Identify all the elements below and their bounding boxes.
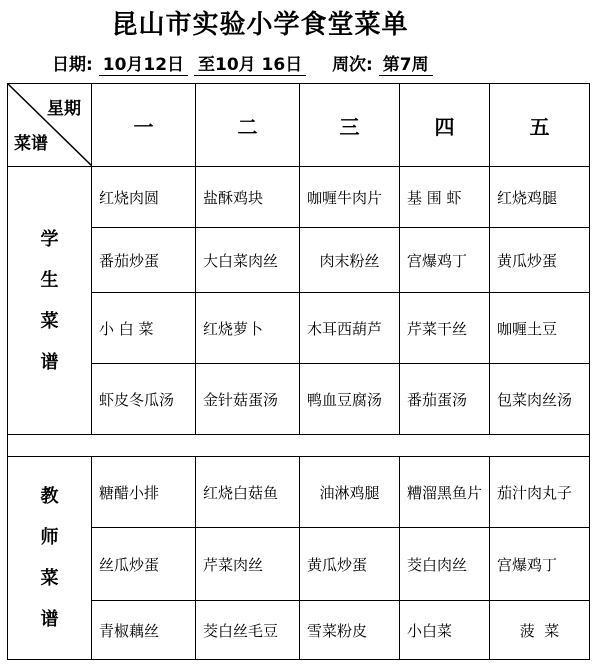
menu-table <box>7 83 590 660</box>
student-menu-label: 学 生 菜 谱 <box>8 167 92 435</box>
dish-cell: 红烧萝卜 <box>196 293 300 364</box>
week-label: 周次: <box>332 55 373 75</box>
corner-cell <box>8 84 92 167</box>
date-label: 日期: <box>52 55 93 75</box>
dish-cell: 小 白 菜 <box>92 293 196 364</box>
table-row <box>8 167 590 228</box>
dish-cell: 黄瓜炒蛋 <box>300 528 400 601</box>
dish-cell: 虾皮冬瓜汤 <box>92 364 196 435</box>
header-row <box>8 84 590 167</box>
table-row <box>8 528 590 601</box>
date-end: 至10月 16日 <box>194 50 306 76</box>
date-line <box>52 50 433 76</box>
dish-cell: 糟溜黑鱼片 <box>400 457 490 528</box>
dish-cell: 芹菜肉丝 <box>196 528 300 601</box>
dish-cell: 青椒藕丝 <box>92 601 196 660</box>
corner-weekday-label: 星期 <box>47 99 81 119</box>
dish-cell: 雪菜粉皮 <box>300 601 400 660</box>
day-header-4: 四 <box>400 84 490 167</box>
dish-cell: 木耳西葫芦 <box>300 293 400 364</box>
page-title: 昆山市实验小学食堂菜单 <box>111 10 409 40</box>
dish-cell: 咖喱土豆 <box>490 293 590 364</box>
week-number: 第7周 <box>379 50 433 76</box>
separator-cell <box>8 435 590 457</box>
dish-cell: 茭白肉丝 <box>400 528 490 601</box>
dish-cell: 宫爆鸡丁 <box>490 528 590 601</box>
day-header-5: 五 <box>490 84 590 167</box>
table-row <box>8 228 590 293</box>
dish-cell: 宫爆鸡丁 <box>400 228 490 293</box>
table-row <box>8 293 590 364</box>
separator-row <box>8 435 590 457</box>
dish-cell: 红烧白菇鱼 <box>196 457 300 528</box>
dish-cell: 芹菜干丝 <box>400 293 490 364</box>
dish-cell: 丝瓜炒蛋 <box>92 528 196 601</box>
dish-cell: 小白菜 <box>400 601 490 660</box>
table-row <box>8 601 590 660</box>
table-row <box>8 364 590 435</box>
day-header-2: 二 <box>196 84 300 167</box>
dish-cell: 番茄蛋汤 <box>400 364 490 435</box>
dish-cell: 咖喱牛肉片 <box>300 167 400 228</box>
day-header-3: 三 <box>300 84 400 167</box>
dish-cell: 油淋鸡腿 <box>300 457 400 528</box>
dish-cell: 红烧鸡腿 <box>490 167 590 228</box>
dish-cell: 盐酥鸡块 <box>196 167 300 228</box>
dish-cell: 茭白丝毛豆 <box>196 601 300 660</box>
corner-menu-label: 菜谱 <box>14 134 48 154</box>
day-header-1: 一 <box>92 84 196 167</box>
dish-cell: 金针菇蛋汤 <box>196 364 300 435</box>
dish-cell: 菠 菜 <box>490 601 590 660</box>
date-start: 10月12日 <box>99 50 188 76</box>
dish-cell: 糖醋小排 <box>92 457 196 528</box>
table-row <box>8 457 590 528</box>
dish-cell: 黄瓜炒蛋 <box>490 228 590 293</box>
dish-cell: 红烧肉圆 <box>92 167 196 228</box>
dish-cell: 基 围 虾 <box>400 167 490 228</box>
dish-cell: 大白菜肉丝 <box>196 228 300 293</box>
dish-cell: 番茄炒蛋 <box>92 228 196 293</box>
dish-cell: 鸭血豆腐汤 <box>300 364 400 435</box>
dish-cell: 肉末粉丝 <box>300 228 400 293</box>
dish-cell: 茄汁肉丸子 <box>490 457 590 528</box>
dish-cell: 包菜肉丝汤 <box>490 364 590 435</box>
teacher-menu-label: 教 师 菜 谱 <box>8 457 92 660</box>
